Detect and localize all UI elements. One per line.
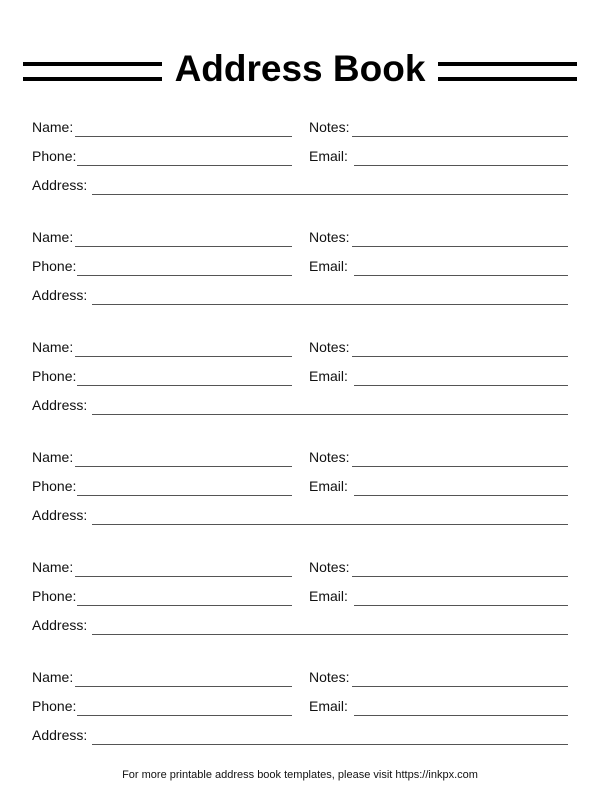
left-rule-bottom [23,77,162,81]
name-input-line[interactable] [75,342,292,357]
phone-field [32,586,292,606]
name-label: Name: [32,119,74,135]
phone-input-line[interactable] [77,591,292,606]
email-label: Email: [309,588,348,604]
footer-note: For more printable address book templates, please visit https://inkpx.com [122,769,478,781]
address-field [32,395,568,415]
address-entry [0,557,600,647]
email-field [309,586,568,606]
address-label: Address: [32,397,88,413]
email-input-line[interactable] [354,151,568,166]
notes-field [309,447,568,467]
phone-field [32,476,292,496]
address-entry [0,447,600,537]
notes-label: Notes: [309,669,350,685]
phone-input-line[interactable] [77,701,292,716]
notes-label: Notes: [309,229,350,245]
name-input-line[interactable] [75,672,292,687]
email-label: Email: [309,478,348,494]
notes-field [309,227,568,247]
phone-field [32,366,292,386]
email-label: Email: [309,698,348,714]
email-field [309,696,568,716]
notes-input-line[interactable] [352,122,568,137]
phone-label: Phone: [32,478,77,494]
left-rule-top [23,62,162,66]
email-label: Email: [309,258,348,274]
address-input-line[interactable] [92,180,568,195]
address-field [32,285,568,305]
name-label: Name: [32,669,74,685]
name-input-line[interactable] [75,562,292,577]
phone-input-line[interactable] [77,151,292,166]
phone-label: Phone: [32,258,77,274]
email-label: Email: [309,368,348,384]
name-label: Name: [32,449,74,465]
phone-label: Phone: [32,368,77,384]
address-input-line[interactable] [92,290,568,305]
page-header [0,44,600,94]
address-input-line[interactable] [92,620,568,635]
phone-input-line[interactable] [77,261,292,276]
email-input-line[interactable] [354,261,568,276]
phone-field [32,696,292,716]
phone-label: Phone: [32,148,77,164]
address-label: Address: [32,177,88,193]
right-rule-top [438,62,577,66]
name-field [32,337,292,357]
email-field [309,476,568,496]
notes-field [309,557,568,577]
notes-input-line[interactable] [352,232,568,247]
address-entry [0,227,600,317]
name-field [32,447,292,467]
email-label: Email: [309,148,348,164]
address-entry [0,337,600,427]
address-field [32,725,568,745]
phone-label: Phone: [32,588,77,604]
notes-label: Notes: [309,339,350,355]
address-entry [0,117,600,207]
name-field [32,557,292,577]
notes-label: Notes: [309,119,350,135]
name-input-line[interactable] [75,232,292,247]
page-title: Address Book [174,48,426,89]
address-input-line[interactable] [92,400,568,415]
name-label: Name: [32,229,74,245]
address-field [32,175,568,195]
address-field [32,615,568,635]
name-label: Name: [32,559,74,575]
notes-field [309,337,568,357]
email-input-line[interactable] [354,591,568,606]
email-input-line[interactable] [354,701,568,716]
phone-label: Phone: [32,698,77,714]
email-field [309,146,568,166]
name-input-line[interactable] [75,122,292,137]
right-rule-bottom [438,77,577,81]
notes-input-line[interactable] [352,672,568,687]
email-input-line[interactable] [354,481,568,496]
phone-input-line[interactable] [77,481,292,496]
name-input-line[interactable] [75,452,292,467]
address-label: Address: [32,507,88,523]
email-input-line[interactable] [354,371,568,386]
notes-field [309,667,568,687]
phone-field [32,256,292,276]
address-input-line[interactable] [92,510,568,525]
name-field [32,667,292,687]
notes-label: Notes: [309,559,350,575]
address-label: Address: [32,727,88,743]
notes-label: Notes: [309,449,350,465]
name-field [32,117,292,137]
notes-field [309,117,568,137]
address-label: Address: [32,617,88,633]
notes-input-line[interactable] [352,452,568,467]
address-label: Address: [32,287,88,303]
phone-input-line[interactable] [77,371,292,386]
name-label: Name: [32,339,74,355]
address-entry [0,667,600,757]
phone-field [32,146,292,166]
notes-input-line[interactable] [352,562,568,577]
address-input-line[interactable] [92,730,568,745]
email-field [309,256,568,276]
email-field [309,366,568,386]
name-field [32,227,292,247]
notes-input-line[interactable] [352,342,568,357]
address-field [32,505,568,525]
